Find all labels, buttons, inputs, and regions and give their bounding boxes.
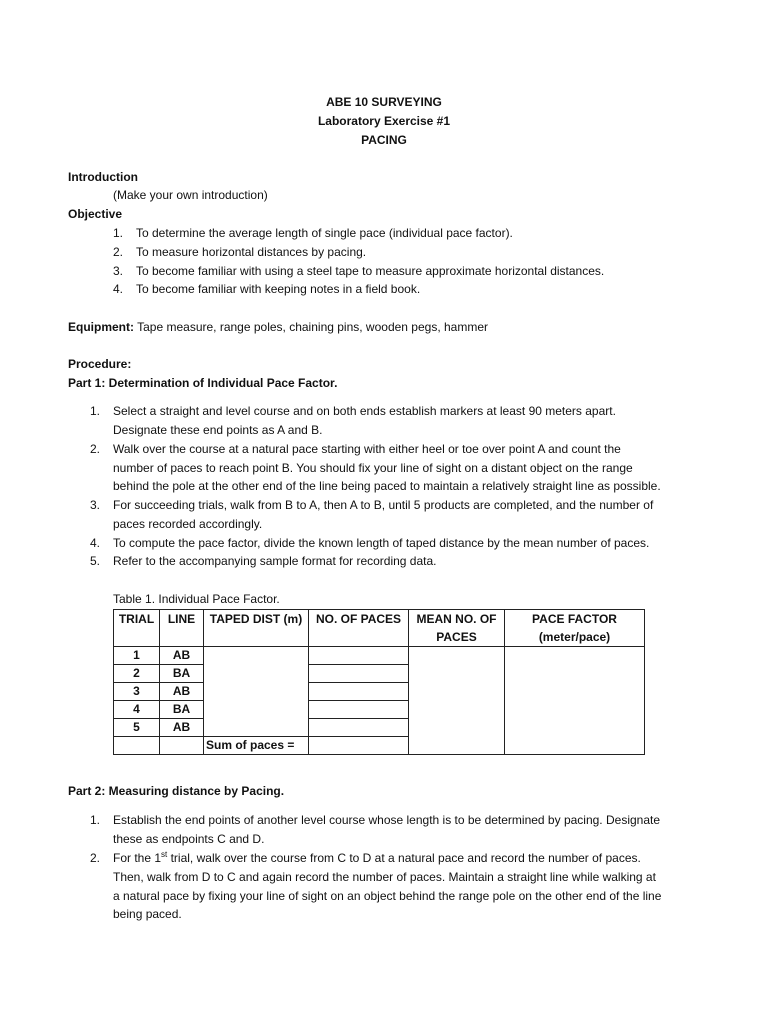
table-header-row [114,610,645,647]
equipment-text: Tape measure, range poles, chaining pins, wooden pegs, hammer [134,320,488,334]
sum-of-paces-label: Sum of paces = [204,737,309,755]
line-cell: BA [160,665,204,683]
list-item: behind the pole at the other end of the line being paced to maintain a relatively straight line as possible. [113,479,661,493]
list-item: Designate these end points as A and B. [113,423,323,437]
list-item: paces recorded accordingly. [113,517,263,531]
paces-cell [309,701,409,719]
trial-cell: 4 [114,701,160,719]
list-number: 3. [90,498,101,512]
header-factor-line2: (meter/pace) [538,630,611,644]
list-item: To measure horizontal distances by pacing. [136,245,367,259]
list-number: 2. [90,442,101,456]
paces-cell [309,683,409,701]
list-item: To determine the average length of single pace (individual pace factor). [136,226,513,240]
equipment-line [68,318,488,336]
list-number: 5. [90,554,101,568]
header-taped-dist: TAPED DIST (m) [204,610,309,647]
list-number: 1. [90,813,101,827]
line-cell [160,737,204,755]
superscript: st [161,850,168,859]
list-number: 1. [90,404,101,418]
line-cell: AB [160,719,204,737]
header-pace-factor [505,610,645,647]
list-number: 2. [113,245,124,259]
header-mean-paces [409,610,505,647]
trial-cell: 5 [114,719,160,737]
list-item: To compute the pace factor, divide the known length of taped distance by the mean number of paces. [113,536,650,550]
paces-cell [309,719,409,737]
pace-factor-cell [505,647,645,755]
objective-heading: Objective [68,207,123,221]
header-factor-line1: PACE FACTOR [532,612,617,626]
list-number: 2. [90,851,101,865]
trial-cell [114,737,160,755]
mean-paces-cell [409,647,505,755]
list-number: 3. [113,264,124,278]
list-item: Then, walk from D to C and again record the number of paces. Maintain a straight line while walking at [113,870,656,884]
list-item: Establish the end points of another level course whose length is to be determined by pacing. Designate [113,813,661,827]
list-item: To become familiar with keeping notes in a field book. [136,282,421,296]
list-number: 4. [113,282,124,296]
trial-cell: 2 [114,665,160,683]
list-item: being paced. [113,907,182,921]
list-item: Select a straight and level course and on both ends establish markers at least 90 meters apart. [113,404,616,418]
part1-heading: Part 1: Determination of Individual Pace Factor. [68,376,338,390]
header-no-of-paces: NO. OF PACES [309,610,409,647]
paces-cell [309,647,409,665]
introduction-text: (Make your own introduction) [113,188,268,202]
list-item: Refer to the accompanying sample format for recording data. [113,554,437,568]
list-item: a natural pace by fixing your line of sight on an object behind the range pole on the other end of the line [113,889,662,903]
course-title: ABE 10 SURVEYING [326,95,442,109]
paces-cell [309,665,409,683]
list-item: Walk over the course at a natural pace starting with either heel or toe over point A and count the [113,442,621,456]
topic-title: PACING [361,133,407,147]
list-item [113,849,641,867]
introduction-heading: Introduction [68,170,138,184]
list-item: For succeeding trials, walk from B to A, then A to B, until 5 products are completed, and the number of [113,498,654,512]
list-item: number of paces to reach point B. You should fix your line of sight on a distant object on the range [113,461,633,475]
table-caption: Table 1. Individual Pace Factor. [113,592,280,606]
taped-dist-cell [204,647,309,737]
header-mean-line2: PACES [436,630,477,644]
list-item: To become familiar with using a steel tape to measure approximate horizontal distances. [136,264,605,278]
part2-heading: Part 2: Measuring distance by Pacing. [68,784,285,798]
list-item: these as endpoints C and D. [113,832,265,846]
line-cell: AB [160,683,204,701]
line-cell: BA [160,701,204,719]
header-line: LINE [160,610,204,647]
header-trial: TRIAL [114,610,160,647]
list-number: 4. [90,536,101,550]
step-text: trial, walk over the course from C to D at a natural pace and record the number of paces. [167,851,641,865]
sum-of-paces-cell [309,737,409,755]
list-number: 1. [113,226,124,240]
line-cell: AB [160,647,204,665]
trial-cell: 1 [114,647,160,665]
table-row [114,647,645,665]
equipment-label: Equipment: [68,320,134,334]
pace-factor-table [113,609,645,755]
trial-cell: 3 [114,683,160,701]
step-text: For the 1 [113,851,162,865]
procedure-heading: Procedure: [68,357,132,371]
header-mean-line1: MEAN NO. OF [416,612,497,626]
exercise-title: Laboratory Exercise #1 [317,114,451,128]
